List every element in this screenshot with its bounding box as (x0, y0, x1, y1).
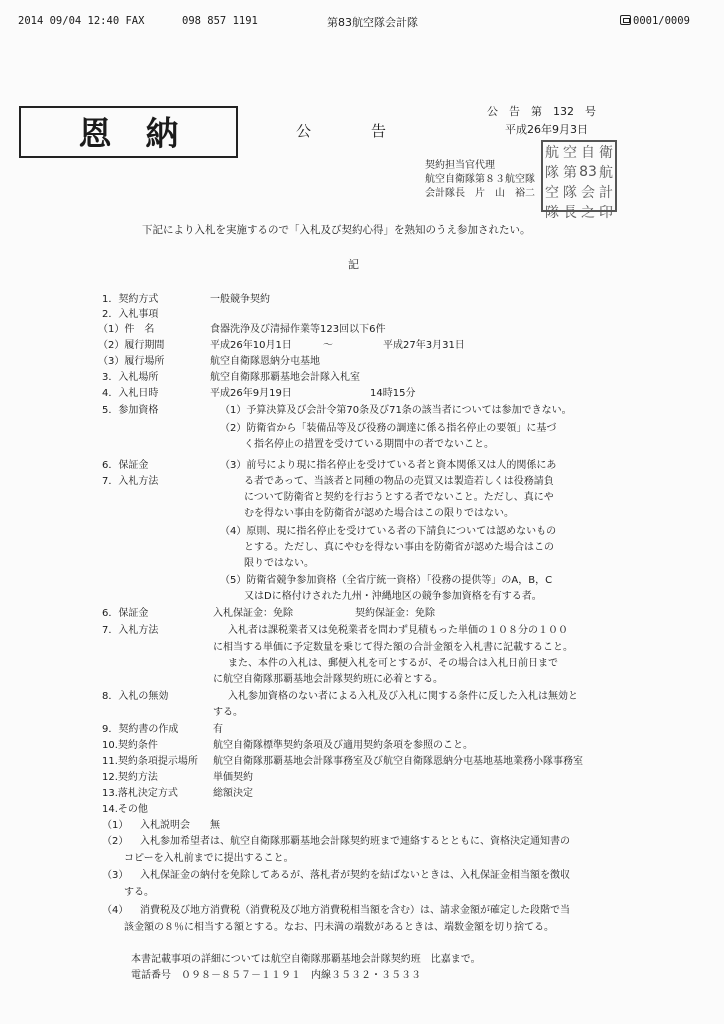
item-value: 航空自衛隊標準契約条項及び適用契約条項を参照のこと。 (213, 740, 473, 751)
item-label: 10.契約条件 (102, 740, 158, 751)
item-value: 単価契約 (213, 772, 253, 783)
seal-char: 会 (581, 185, 595, 201)
fax-sender: 第83航空隊会計隊 (327, 16, 418, 29)
official-seal (541, 140, 617, 221)
item-label: 8．入札の無効 (102, 691, 169, 702)
item-value: （4）原則、現に指名停止を受けている者の下請負については認めないもの (220, 526, 557, 537)
item-value: 入札保証金の納付を免除してあるが、落札者が契約を結ばないときは、入札保証金相当額を徴収 (140, 870, 570, 881)
issuer-unit: 航空自衛隊第８３航空隊 (425, 174, 535, 185)
item-value: 入札者は課税業者又は免税業者を問わず見積もった単価の１０８分の１００ (228, 625, 568, 636)
item-value: 入札説明会 無 (140, 820, 220, 831)
item-value: 限りではない。 (244, 558, 314, 569)
item-value: 消費税及び地方消費税（消費税及び地方消費税相当額を含む）は、請求金額が確定した段階で当 (140, 905, 570, 916)
item-value: （3）前号により現に指名停止を受けている者と資本関係又は人的関係にあ (220, 460, 557, 471)
item-value: 入札参加希望者は、航空自衛隊那覇基地会計隊契約班まで連絡するとともに、資格決定通知書の (140, 836, 570, 847)
item-value: する。 (124, 887, 154, 898)
item-label: 7．入札方法 (102, 476, 159, 487)
item-value: （1）予算決算及び会計令第70条及び71条の該当者については参加できない。 (220, 405, 572, 416)
item-label: （1）件 名 (98, 324, 155, 335)
item-label: 11.契約条項提示場所 (102, 756, 198, 767)
footer-details: 本書記載事項の詳細については航空自衛隊那覇基地会計隊契約班 比嘉まで。 (131, 954, 481, 965)
item-value: （2）防衛省から「装備品等及び役務の調達に係る指名停止の要領」に基づ (220, 423, 557, 434)
item-label: 6．保証金 (102, 608, 149, 619)
fax-datetime: 2014 09/04 12:40 FAX (18, 15, 145, 27)
item-value: く指名停止の措置を受けている期間中の者でないこと。 (244, 439, 494, 450)
page-title: 公 告 (296, 122, 397, 140)
item-value: また、本件の入札は、郵便入札を可とするが、その場合は入札日前日まで (228, 658, 558, 669)
item-value: する。 (213, 707, 243, 718)
seal-char: 衛 (599, 145, 613, 161)
seal-char: 自 (581, 145, 595, 161)
item-value: 一般競争契約 (210, 294, 270, 305)
item-label: 3．入札場所 (102, 372, 159, 383)
item-value: 入札参加資格のない者による入札及び入札に関する条件に反した入札は無効と (228, 691, 578, 702)
item-label: （1） (102, 820, 129, 831)
seal-char: 第 (563, 165, 577, 181)
item-value: 航空自衛隊恩納分屯基地 (210, 356, 320, 367)
item-label: 4．入札日時 (102, 388, 159, 399)
item-value: 入札保証金：免除 (213, 608, 293, 619)
item-value: について防衛省と契約を行おうとする者でないこと。ただし、真にや (244, 492, 554, 503)
item-value: る者であって、当該者と同種の物品の売買又は製造若しくは役務請負 (244, 476, 554, 487)
item-value: むを得ない事由を防衛省が認めた場合はこの限りではない。 (244, 508, 514, 519)
item-label: （3） (102, 870, 129, 881)
item-value: 航空自衛隊那覇基地会計隊入札室 (210, 372, 360, 383)
item-value: に航空自衛隊那覇基地会計隊契約班に必着とする。 (213, 674, 443, 685)
item-label: 9．契約書の作成 (102, 724, 179, 735)
item-label: 6．保証金 (102, 460, 149, 471)
fax-page-number: 0001/0009 (633, 15, 690, 27)
item-label: 5．参加資格 (102, 405, 159, 416)
seal-char: 空 (545, 185, 559, 201)
item-value: コピーを入札前までに提出すること。 (124, 853, 294, 864)
footer-phone: 電話番号 ０９８－８５７－１１９１ 内線３５３２・３５３３ (131, 970, 421, 981)
onna-stamp: 恩納 (19, 106, 238, 158)
item-value: 航空自衛隊那覇基地会計隊事務室及び航空自衛隊恩納分屯基地基地業務小隊事務室 (213, 756, 583, 767)
issuer-title: 契約担当官代理 (425, 160, 495, 171)
item-value: ～ (323, 340, 333, 351)
notice-number: 公 告 第 132 号 (487, 105, 596, 118)
intro-text: 下記により入札を実施するので「入札及び契約心得」を熟知のうえ参加されたい。 (142, 224, 531, 236)
seal-char: 長 (563, 205, 577, 221)
item-value: 14時15分 (370, 388, 416, 399)
item-value: 平成26年10月1日 (210, 340, 292, 351)
item-label: （2）履行期間 (98, 340, 165, 351)
item-label: （2） (102, 836, 129, 847)
fax-page (620, 15, 690, 27)
seal-char: 空 (563, 145, 577, 161)
item-label: （4） (102, 905, 129, 916)
item-value: 該金額の８％に相当する額とする。なお、円未満の端数があるときは、端数金額を切り捨てる。 (124, 922, 554, 933)
seal-char: 航 (599, 165, 613, 181)
fax-number: 098 857 1191 (182, 15, 258, 27)
item-label: 14.その他 (102, 804, 148, 815)
seal-char: 隊 (563, 185, 577, 201)
seal-char: 隊 (545, 165, 559, 181)
seal-char: 印 (599, 205, 613, 221)
seal-char: 之 (581, 205, 595, 221)
issuer-name: 会計隊長 片 山 裕二 (425, 188, 535, 199)
item-value: 平成26年9月19日 (210, 388, 292, 399)
ki-heading: 記 (348, 258, 359, 271)
item-value: 食器洗浄及び清掃作業等123回以下6件 (210, 324, 386, 335)
item-value: 総額決定 (213, 788, 253, 799)
item-label: 2．入札事項 (102, 309, 159, 320)
item-label: 7．入札方法 (102, 625, 159, 636)
item-value: 契約保証金：免除 (355, 608, 435, 619)
item-value: 有 (213, 724, 223, 735)
seal-char: 隊 (545, 205, 559, 221)
seal-char: 83 (579, 164, 597, 180)
fax-icon (620, 15, 631, 25)
item-value: （5）防衛省競争参加資格（全省庁統一資格）「役務の提供等」のA，B，C (220, 575, 553, 586)
item-label: 13.落札決定方式 (102, 788, 178, 799)
item-value: に相当する単価に予定数量を乗じて得た額の合計金額を入札書に記載すること。 (213, 642, 573, 653)
item-label: （3）履行場所 (98, 356, 165, 367)
item-label: 1．契約方式 (102, 294, 159, 305)
item-value: 平成27年3月31日 (383, 340, 465, 351)
seal-char: 航 (545, 145, 559, 161)
notice-date: 平成26年9月3日 (505, 123, 588, 136)
seal-char: 計 (599, 185, 613, 201)
item-label: 12.契約方法 (102, 772, 158, 783)
item-value: 又はDに格付けされた九州・沖縄地区の競争参加資格を有する者。 (244, 591, 542, 602)
item-value: とする。ただし、真にやむを得ない事由を防衛省が認めた場合はこの (244, 542, 554, 553)
